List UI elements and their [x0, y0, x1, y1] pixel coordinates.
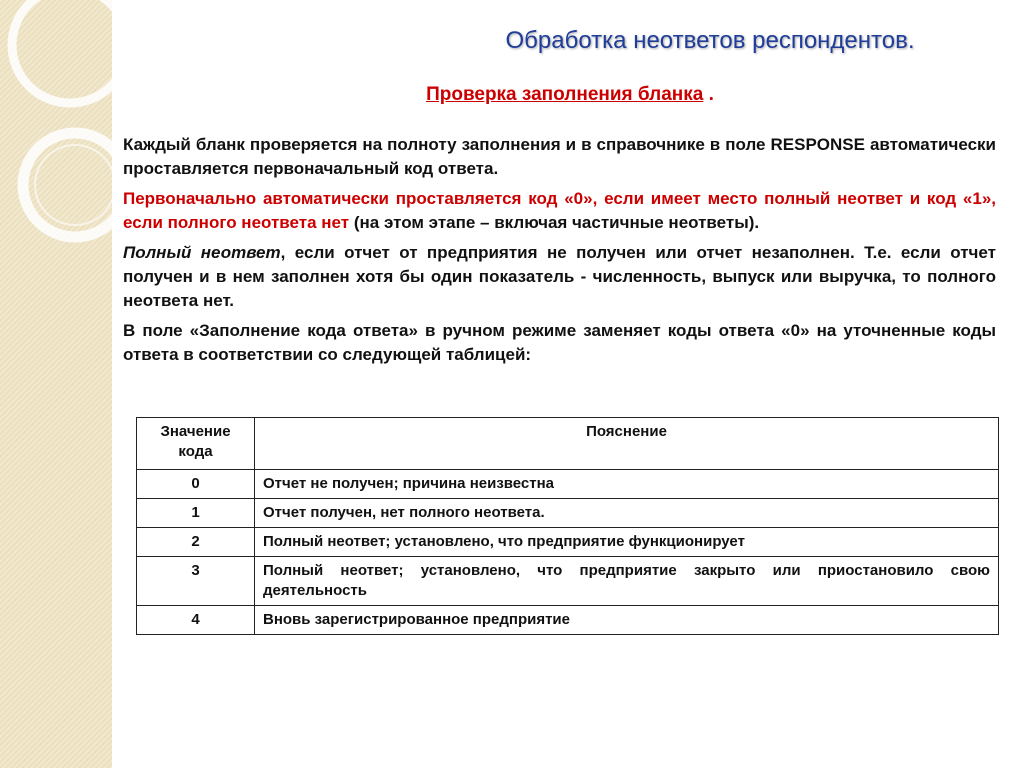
description-cell: Отчет получен, нет полного неответа. [255, 499, 999, 528]
paragraph-4: В поле «Заполнение кода ответа» в ручном режиме заменяет коды ответа «0» на уточненные коды ответа в соответствии со следующей таблицей: [123, 321, 996, 364]
description-cell: Полный неответ; установлено, что предприятие функционирует [255, 528, 999, 557]
paragraph-3-term: Полный неответ [123, 243, 281, 262]
table-row [137, 499, 999, 528]
table-row [137, 528, 999, 557]
slide-subtitle [120, 84, 1020, 106]
column-header-code: Значение кода [137, 418, 255, 470]
body-text [123, 133, 996, 373]
paragraph-2 [123, 187, 996, 235]
description-cell: Отчет не получен; причина неизвестна [255, 470, 999, 499]
code-cell: 1 [137, 499, 255, 528]
description-cell: Полный неответ; установлено, что предприятие закрыто или приостановило свою деятельность [255, 557, 999, 606]
table-row [137, 606, 999, 635]
code-cell: 2 [137, 528, 255, 557]
table-header-row [137, 418, 999, 470]
paragraph-3-rest: , если отчет от предприятия не получен или отчет незаполнен. Т.е. если отчет получен и в нем заполнен хотя бы один показатель - численность, выпуск или выручка, то полного неответа нет. [123, 243, 996, 310]
description-cell: Вновь зарегистрированное предприятие [255, 606, 999, 635]
subtitle-text: Проверка заполнения бланка [426, 84, 704, 105]
paragraph-1: Каждый бланк проверяется на полноту заполнения и в справочнике в поле RESPONSE автоматически проставляется первоначальный код ответа. [123, 135, 996, 178]
code-cell: 3 [137, 557, 255, 606]
slide-title: Обработка неответов респондентов. [505, 27, 915, 54]
paragraph-3 [123, 241, 996, 313]
table-row [137, 557, 999, 606]
paragraph-2-highlight: Первоначально автоматически проставляется код «0», если имеет место полный неответ и код «1», если полного неответа нет [123, 189, 996, 232]
code-cell: 0 [137, 470, 255, 499]
subtitle-suffix: . [703, 84, 714, 105]
column-header-explanation: Пояснение [255, 418, 999, 470]
response-codes-table [136, 417, 999, 635]
code-cell: 4 [137, 606, 255, 635]
paragraph-2-rest: (на этом этапе – включая частичные неответы). [349, 213, 760, 232]
table-row [137, 470, 999, 499]
